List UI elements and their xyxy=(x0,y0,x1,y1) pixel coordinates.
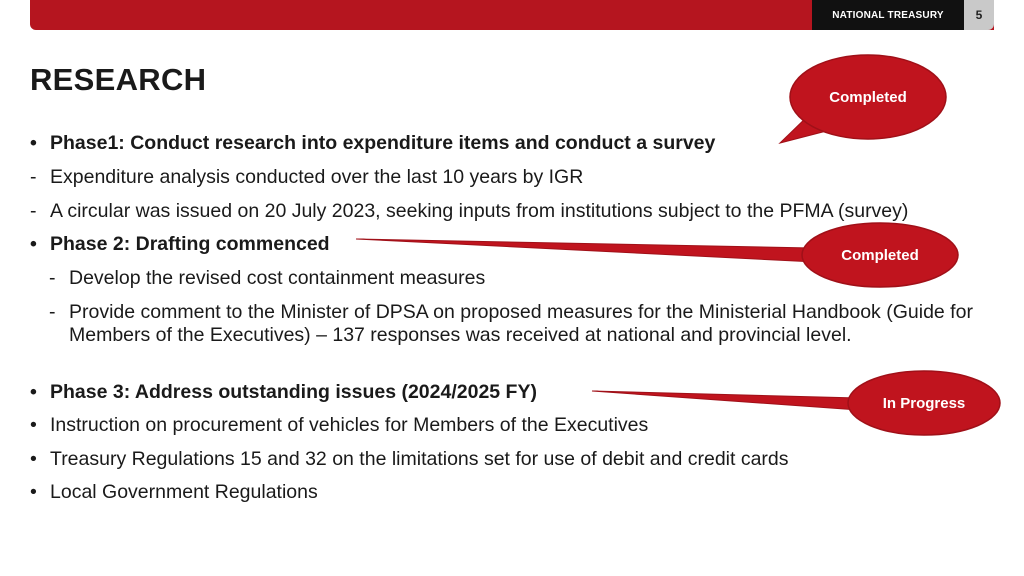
bullet-marker: • xyxy=(30,414,37,436)
phase1-heading: Phase1: Conduct research into expenditure items and conduct a survey xyxy=(50,132,716,154)
bullet-marker: • xyxy=(30,132,37,154)
callout-tail-phase2 xyxy=(356,239,815,262)
list-item-text: Provide comment to the Minister of DPSA on proposed measures for the Ministerial Handbook (Guide for Members of the Executives) – 137 responses was received at national and provincial level. xyxy=(69,301,973,346)
list-item xyxy=(49,267,486,290)
phase3-heading: Phase 3: Address outstanding issues (2024/2025 FY) xyxy=(50,381,537,403)
list-item-text: A circular was issued on 20 July 2023, seeking inputs from institutions subject to the PFMA (survey) xyxy=(50,200,909,222)
dash-marker: - xyxy=(30,166,37,188)
list-item-text: Treasury Regulations 15 and 32 on the limitations set for use of debit and credit cards xyxy=(50,448,789,470)
page-number: 5 xyxy=(964,0,994,30)
status-completed-phase2: Completed xyxy=(841,247,919,264)
bullet-marker: • xyxy=(30,481,37,503)
status-completed-phase1: Completed xyxy=(829,89,907,106)
list-item xyxy=(30,448,789,471)
bullet-marker: • xyxy=(30,233,37,255)
slide-title: RESEARCH xyxy=(30,62,207,97)
callout-tail-phase3 xyxy=(592,391,858,410)
bullet-marker: • xyxy=(30,448,37,470)
list-item xyxy=(49,301,981,347)
list-item-text: Local Government Regulations xyxy=(50,481,318,503)
list-item xyxy=(30,481,318,504)
list-item xyxy=(30,414,649,437)
list-item-text: Expenditure analysis conducted over the last 10 years by IGR xyxy=(50,166,584,188)
list-item-text: Instruction on procurement of vehicles for Members of the Executives xyxy=(50,414,649,436)
status-in-progress-phase3: In Progress xyxy=(882,395,966,412)
brand-label: NATIONAL TREASURY xyxy=(812,0,964,30)
dash-marker: - xyxy=(30,200,37,222)
dash-marker: - xyxy=(49,301,56,323)
list-item-text: Develop the revised cost containment measures xyxy=(69,267,486,289)
bullet-marker: • xyxy=(30,381,37,403)
list-item xyxy=(30,166,584,189)
list-item xyxy=(30,233,330,256)
dash-marker: - xyxy=(49,267,56,289)
list-item xyxy=(30,381,537,404)
list-item xyxy=(30,132,716,155)
list-item xyxy=(30,200,909,223)
phase2-heading: Phase 2: Drafting commenced xyxy=(50,233,330,255)
